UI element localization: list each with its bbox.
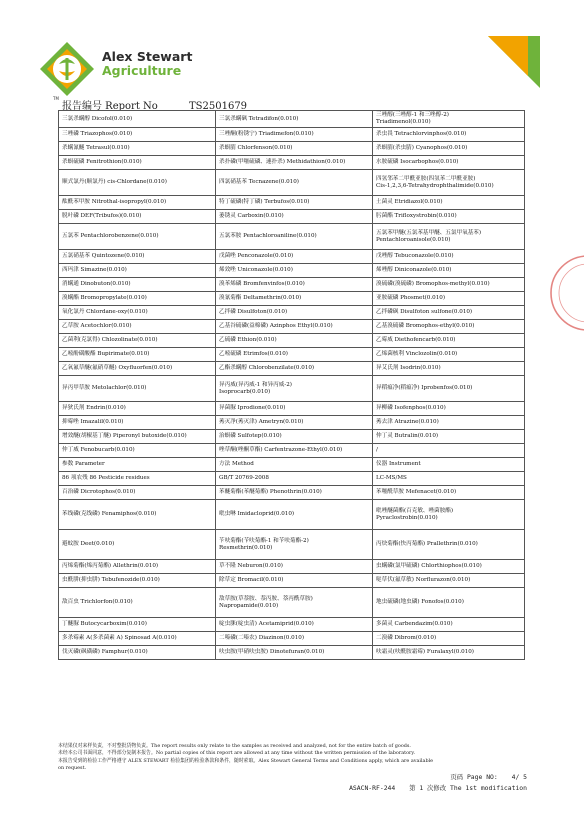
table-cell (373, 588, 525, 618)
table-cell (59, 618, 216, 632)
cell-text: 多菌灵 Carbendazim(0.010) (376, 621, 453, 627)
table-row (59, 170, 525, 196)
cell-text: 异稻瘟净(稻瘟净) Iprobenfos(0.010) (376, 385, 473, 391)
table-cell (373, 362, 525, 376)
cell-text: 土菌灵 Etridiazol(0.010) (376, 199, 443, 205)
company-stamp (548, 238, 584, 348)
table-cell (59, 278, 216, 292)
table-cell (373, 250, 525, 264)
table-cell (216, 170, 373, 196)
table-cell (216, 362, 373, 376)
cell-text: Triadimenol(0.010) (376, 119, 431, 125)
cell-text: 特丁硫磷(特丁磷) Terbufos(0.010) (219, 199, 310, 205)
cell-text: 杀螨氰醚 Tetrasul(0.010) (62, 145, 130, 151)
table-cell (216, 156, 373, 170)
table-cell (373, 444, 525, 458)
cell-text: 乙烯菌核利 Vinclozolin(0.010) (376, 351, 458, 357)
table-cell (59, 306, 216, 320)
table-cell (59, 402, 216, 416)
table-cell (216, 646, 373, 660)
cell-text: 戊菌唑 Penconazole(0.010) (219, 253, 294, 259)
table-cell (373, 334, 525, 348)
cell-text: 呋虫胺(甲硝呋虫胺) Dinotefuran(0.010) (219, 649, 325, 655)
table-cell (59, 458, 216, 472)
table-cell (373, 292, 525, 306)
table-row (59, 224, 525, 250)
table-cell (59, 128, 216, 142)
table-cell (373, 210, 525, 224)
cell-text: 溴苯烯磷 Bromfenvinfos(0.010) (219, 281, 305, 287)
table-row (59, 264, 525, 278)
table-cell (373, 632, 525, 646)
note-line: 本结果仅对来样负责，不对整批货物负责。The report results only relate to the samples as received and analyzed, not for the entire batch of goods. (58, 743, 411, 749)
table-row (59, 574, 525, 588)
page-footer (339, 772, 527, 794)
cell-text: 乙霉威 Diethofencarb(0.010) (376, 337, 456, 343)
cell-text: 唑草酮(唑酮草酯) Carfentrazone-Ethyl(0.010) (219, 447, 343, 453)
cell-text: 敌草胺(草萘胺、萘丙胺、萘丙酰草胺) (219, 595, 313, 602)
page-number-line (339, 772, 527, 783)
table-row (59, 472, 525, 486)
table-cell (216, 111, 373, 128)
table-row (59, 156, 525, 170)
cell-text: 四氯硝基苯 Tecnazene(0.010) (219, 179, 299, 185)
page-label: 页码 Page NO: (450, 773, 498, 781)
table-cell (216, 618, 373, 632)
report-notes (58, 743, 528, 773)
trademark-mark: TM (53, 96, 59, 101)
table-cell (216, 264, 373, 278)
cell-text: GB/T 20769-2008 (219, 475, 269, 481)
cell-text: 萎锈灵 Carboxin(0.010) (219, 213, 284, 219)
table-row (59, 128, 525, 142)
table-cell (373, 402, 525, 416)
cell-text: 三唑酮(粉锈宁) Triadimefon(0.010) (219, 131, 314, 137)
cell-text: 百治磷 Dicrotophos(0.010) (62, 489, 136, 495)
table-cell (373, 264, 525, 278)
pesticide-results-table (58, 110, 525, 660)
table-row (59, 530, 525, 560)
table-cell (216, 320, 373, 334)
table-cell (373, 156, 525, 170)
table-cell (216, 196, 373, 210)
cell-text: 吡唑醚菌酯(百克敏、唑菌胺酯) (376, 507, 454, 514)
cell-text: 乙菌利(克氯得) Chlozolinate(0.010) (62, 337, 158, 343)
cell-text: Isoprocarb(0.010) (219, 388, 271, 395)
table-row (59, 210, 525, 224)
table-cell (373, 574, 525, 588)
cell-text: 地虫硫磷(地虫磷) Fonofos(0.010) (376, 599, 464, 605)
cell-text: 伐灭磷(砜磺磷) Famphur(0.010) (62, 649, 148, 655)
cell-text: 杀螟腈(杀虫腈) Cyanophos(0.010) (376, 145, 468, 151)
cell-text: 乙嘧酚磺酸酯 Bupirimate(0.010) (62, 351, 150, 357)
table-cell (216, 486, 373, 500)
cell-text: 氧化氯丹 Chlordane-oxy(0.010) (62, 309, 148, 315)
table-row (59, 444, 525, 458)
table-cell (373, 500, 525, 530)
table-cell (216, 292, 373, 306)
cell-text: 草不隆 Neburon(0.010) (219, 563, 283, 569)
table-cell (216, 458, 373, 472)
cell-text: 乙氧氟草醚(氟硝草醚) Oxyfluorfen(0.010) (62, 365, 173, 371)
cell-text: 溴螨酯 Bromopropylate(0.010) (62, 295, 147, 301)
cell-text: LC-MS/MS (376, 475, 407, 481)
table-row (59, 458, 525, 472)
table-row (59, 618, 525, 632)
table-cell (59, 196, 216, 210)
cell-text: 86 项农残 86 Pesticide residues (62, 475, 150, 481)
table-cell (59, 142, 216, 156)
cell-text: 乙基溴硫磷 Bromophos-ethyl(0.010) (376, 323, 475, 329)
table-row (59, 632, 525, 646)
cell-text: 呋霜灵(呋酰胺霜霉) Furalaxyl(0.010) (376, 649, 474, 655)
table-cell (373, 472, 525, 486)
cell-text: 烯唑醇 Diniconazole(0.010) (376, 267, 452, 273)
cell-text: 方法 Method (219, 461, 254, 467)
revision-note: 第 1 次修改 The 1st modification (409, 784, 527, 792)
table-cell (216, 210, 373, 224)
table-cell (59, 348, 216, 362)
table-cell (373, 111, 525, 128)
cell-text: 乙拌磷 Disulfoton(0.010) (219, 309, 288, 315)
cell-text: 增效醚(胡椒基丁醚) Piperonyl butoxide(0.010) (62, 433, 187, 439)
company-logo-icon (38, 40, 96, 98)
cell-text: 脱叶磷 DEF(Tribufos)(0.010) (62, 213, 142, 219)
brand-subtitle: Agriculture (102, 63, 182, 78)
cell-text: 消螨通 Dinobuton(0.010) (62, 281, 131, 287)
table-cell (373, 278, 525, 292)
cell-text: 杀螟硫磷 Fenitrothion(0.010) (62, 159, 142, 165)
table-cell (59, 156, 216, 170)
table-cell (59, 170, 216, 196)
table-cell (373, 560, 525, 574)
table-cell (216, 430, 373, 444)
cell-text: 二溴磷 Dibrom(0.010) (376, 635, 437, 641)
table-row (59, 250, 525, 264)
table-cell (59, 376, 216, 402)
cell-text: 三氯杀螨砜 Tetradifon(0.010) (219, 115, 299, 122)
cell-text: 丁醚脲 Butocycarboxim(0.010) (62, 621, 147, 627)
cell-text: 二嗪磷(二嗪农) Diazinon(0.010) (219, 635, 305, 641)
table-cell (216, 348, 373, 362)
table-cell (373, 646, 525, 660)
table-cell (373, 196, 525, 210)
report-no-label: 报告编号 Report No (62, 101, 158, 112)
cell-text: 西玛津 Simazine(0.010) (62, 267, 127, 273)
table-row (59, 430, 525, 444)
table-cell (59, 320, 216, 334)
table-cell (216, 142, 373, 156)
cell-text: 乙拌磷砜 Disulfoton sulfone(0.010) (376, 309, 473, 315)
cell-text: 多杀霉素 A(多杀菌素 A) Spinosad A(0.010) (62, 635, 177, 641)
table-cell (59, 472, 216, 486)
cell-text: 参数 Parameter (62, 461, 105, 467)
cell-text: 抑霉唑 Imazalil(0.010) (62, 419, 124, 425)
table-row (59, 306, 525, 320)
table-cell (216, 278, 373, 292)
table-cell (59, 292, 216, 306)
cell-text: 虫螨磷(氯甲硫磷) Chlorthiophos(0.010) (376, 563, 482, 569)
table-cell (59, 224, 216, 250)
cell-text: Pentachloroanisole(0.010) (376, 236, 451, 243)
doc-code: ASACN-RF-244 (349, 784, 396, 792)
page-value: 4/ 5 (511, 773, 527, 781)
cell-text: 溴氰菊酯 Deltamethrin(0.010) (219, 295, 302, 301)
cell-text: 苯线磷(克线磷) Fenamiphos(0.010) (62, 511, 157, 517)
table-cell (59, 250, 216, 264)
cell-text: 仲丁灵 Butralin(0.010) (376, 433, 439, 439)
table-cell (216, 632, 373, 646)
cell-text: Cis-1,2,3,6-Tetrahydrophthalimide(0.010) (376, 182, 494, 189)
cell-text: 杀螟腈 Chlorfenson(0.010) (219, 145, 293, 151)
table-row (59, 486, 525, 500)
table-cell (59, 486, 216, 500)
cell-text: 苯醚菊酯(苯醚菊酯) Phenothrin(0.010) (219, 489, 322, 495)
table-cell (216, 250, 373, 264)
note-line: on request. (58, 765, 87, 772)
cell-text: 避蚊胺 Deet(0.010) (62, 541, 115, 547)
table-cell (59, 430, 216, 444)
table-cell (59, 588, 216, 618)
brand-title: Alex Stewart (102, 49, 193, 64)
cell-text: 乙基谷硫磷(益棉磷) Azinphos Ethyl(0.010) (219, 323, 333, 329)
cell-text: 水胺硫磷 Isocarbophos(0.010) (376, 159, 459, 165)
cell-text: 仲丁威 Fenobucarb(0.010) (62, 447, 135, 453)
table-row (59, 348, 525, 362)
table-cell (216, 416, 373, 430)
cell-text: 莠去津 Atrazine(0.010) (376, 419, 439, 425)
cell-text: 亚胺硫磷 Phosmet(0.010) (376, 295, 445, 301)
table-row (59, 500, 525, 530)
table-cell (59, 530, 216, 560)
table-cell (373, 320, 525, 334)
table-cell (59, 574, 216, 588)
table-cell (216, 306, 373, 320)
cell-text: 苄呋菊酯(苄呋菊酯-1 和苄呋菊酯-2) (219, 537, 309, 544)
table-row (59, 196, 525, 210)
note-line: 本报告受到的检验工作严格遵守 ALEX STEWART 检验集团的检验条款和条件，随时索取。Alex Stewart General Terms and Conditions apply, which are available (58, 757, 434, 764)
table-cell (373, 458, 525, 472)
cell-text: 五氯硝基苯 Quintozene(0.010) (62, 253, 145, 259)
table-row (59, 646, 525, 660)
revision-line (339, 783, 527, 794)
table-cell (373, 142, 525, 156)
cell-text: 哒草伏(氟草敏) Norflurazon(0.010) (376, 577, 471, 583)
cell-text: Napropamide(0.010) (219, 602, 279, 609)
table-cell (216, 444, 373, 458)
cell-text: 治螟磷 Sulfotep(0.010) (219, 433, 282, 439)
cell-text: 肟菌酯 Trifloxystrobin(0.010) (376, 213, 457, 219)
table-row (59, 142, 525, 156)
cell-text: 异狄氏剂 Endrin(0.010) (62, 405, 126, 411)
cell-text: 三唑醇(三唑醇-1 和三唑醇-2) (376, 112, 449, 118)
table-row (59, 111, 525, 128)
table-cell (216, 334, 373, 348)
table-cell (59, 560, 216, 574)
cell-text: / (376, 447, 378, 453)
cell-text: 杀扑磷(甲噻硫磷、速扑杀) Methidathion(0.010) (219, 159, 346, 165)
table-row (59, 376, 525, 402)
table-row (59, 292, 525, 306)
table-cell (216, 224, 373, 250)
table-row (59, 588, 525, 618)
cell-text: 异柳磷 Isofenphos(0.010) (376, 405, 446, 411)
table-cell (373, 430, 525, 444)
cell-text: 三唑磷 Triazophos(0.010) (62, 131, 133, 137)
report-no-value: TS2501679 (188, 101, 248, 112)
table-cell (373, 348, 525, 362)
table-cell (216, 402, 373, 416)
table-cell (216, 560, 373, 574)
table-cell (59, 362, 216, 376)
table-cell (59, 646, 216, 660)
cell-text: 五氯苯甲醚(五氯苯基甲醚、五氯甲氧基苯) (376, 229, 482, 236)
table-cell (59, 111, 216, 128)
cell-text: 丙炔菊酯(快丙菊酯) Prallethrin(0.010) (376, 541, 478, 547)
table-cell (216, 472, 373, 486)
brand-name (102, 50, 192, 78)
table-row (59, 362, 525, 376)
table-cell (59, 210, 216, 224)
table-cell (373, 170, 525, 196)
cell-text: 乙硫磷 Ethion(0.010) (219, 337, 277, 343)
cell-text: 乙草胺 Acetochlor(0.010) (62, 323, 132, 329)
table-cell (59, 264, 216, 278)
table-cell (373, 416, 525, 430)
cell-text: 乙酯杀螨醇 Chlorobenzilate(0.010) (219, 365, 315, 371)
table-row (59, 416, 525, 430)
table-row (59, 334, 525, 348)
cell-text: 五氯苯 Pentachlorobenzene(0.010) (62, 233, 159, 239)
table-row (59, 278, 525, 292)
cell-text: 除草定 Bromacil(0.010) (219, 577, 284, 583)
cell-text: 异艾氏剂 Isodrin(0.010) (376, 365, 441, 371)
cell-text: 啶虫脒(啶虫清) Acetamiprid(0.010) (219, 621, 314, 627)
table-cell (373, 128, 525, 142)
table-cell (59, 444, 216, 458)
table-cell (216, 500, 373, 530)
note-line: 未经本公司书面同意，不得部分复制本报告。No partial copies of this report are allowed at any time without the written permission of the laboratory. (58, 750, 416, 757)
cell-text: 丙烯菊酯(烯丙菊酯) Allethrin(0.010) (62, 563, 159, 569)
table-row (59, 560, 525, 574)
table-cell (59, 632, 216, 646)
table-cell (373, 224, 525, 250)
cell-text: 异丙甲草胺 Metolachlor(0.010) (62, 385, 147, 391)
cell-text: 吡虫啉 Imidacloprid(0.010) (219, 511, 295, 517)
table-cell (216, 128, 373, 142)
corner-triangles-icon (488, 36, 540, 88)
cell-text: 三氯杀螨醇 Dicofol(0.010) (62, 115, 133, 122)
cell-text: 戊唑醇 Tebuconazole(0.010) (376, 253, 454, 259)
cell-text: 异丙威(异丙威-1 和异丙威-2) (219, 381, 292, 388)
cell-text: 顺式氯丹(顺氯丹) cis-Chlordane(0.010) (62, 179, 167, 185)
table-cell (216, 530, 373, 560)
table-cell (216, 588, 373, 618)
table-cell (216, 574, 373, 588)
cell-text: 乙嘧硫磷 Etrimfos(0.010) (219, 351, 288, 357)
cell-text: Resmethrin(0.010) (219, 544, 273, 551)
table-row (59, 402, 525, 416)
table-cell (59, 416, 216, 430)
cell-text: 苯噻酰草胺 Mefenacet(0.010) (376, 489, 457, 495)
cell-text: 五氯苯胺 Pentachloroaniline(0.010) (219, 233, 317, 239)
cell-text: 烯效唑 Uniconazole(0.010) (219, 267, 293, 273)
table-cell (373, 618, 525, 632)
cell-text: 四氢邻苯二甲酰亚胺(四氢苯二甲酰亚胺) (376, 175, 476, 182)
cell-text: 莠灭净(莠灭津) Ametryn(0.010) (219, 419, 304, 425)
cell-text: 敌百虫 Trichlorfon(0.010) (62, 599, 133, 605)
table-cell (373, 530, 525, 560)
cell-text: Pyraclostrobin(0.010) (376, 514, 438, 521)
table-cell (59, 334, 216, 348)
table-cell (59, 500, 216, 530)
cell-text: 杀虫畏 Tetrachlorvinphos(0.010) (376, 131, 467, 137)
cell-text: 虫酰肼(抑虫肼) Tebufenozide(0.010) (62, 577, 160, 583)
table-cell (216, 376, 373, 402)
table-cell (373, 376, 525, 402)
cell-text: 仪器 Instrument (376, 461, 421, 467)
cell-text: 异菌脲 Iprodione(0.010) (219, 405, 286, 411)
table-cell (373, 486, 525, 500)
cell-text: 酞酰苯甲胺 Nitrothal-isopropyl(0.010) (62, 199, 167, 205)
table-cell (373, 306, 525, 320)
table-row (59, 320, 525, 334)
cell-text: 溴硫磷(溴硫磷) Bromophos-methyl(0.010) (376, 281, 490, 287)
